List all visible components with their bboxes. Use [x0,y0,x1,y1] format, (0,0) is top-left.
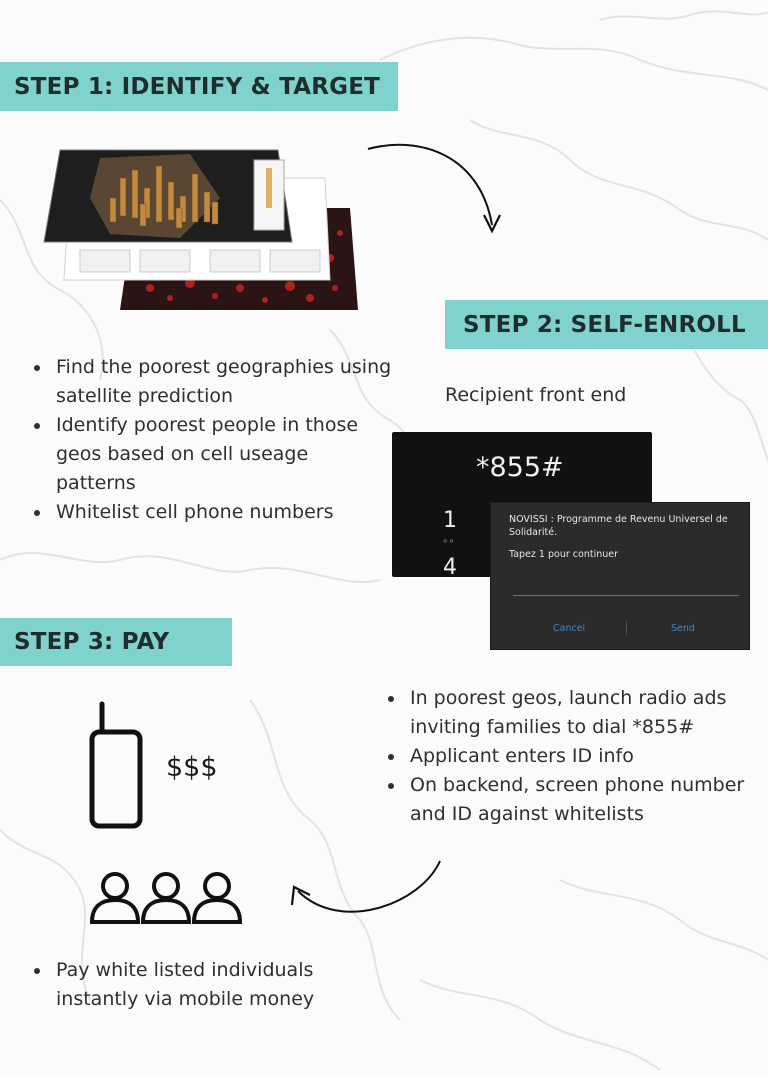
step3-bullet-list [28,956,382,1014]
dial-key-four: 4 [443,555,457,580]
list-item: • In poorest geos, launch radio ads inviting families to dial *855# [406,684,768,742]
step2-bullet-list [382,684,768,829]
step2-title: STEP 2: SELF-ENROLL [463,311,746,338]
voicemail-icon: ∘∘ [442,536,455,547]
ussd-dialog [490,502,750,650]
people-group-icon [88,870,244,926]
list-item: • Find the poorest geographies using satellite prediction [52,353,392,411]
recipient-front-end-label: Recipient front end [445,384,627,406]
mobile-phone-icon [86,702,146,830]
ussd-message: NOVISSI : Programme de Revenu Universel de Solidarité. [509,514,728,538]
step1-bullet-list [28,353,392,527]
list-item: • On backend, screen phone number and ID against whitelists [406,771,768,829]
arrow-to-step2-icon [360,135,510,245]
step1-title: STEP 1: IDENTIFY & TARGET [14,73,381,100]
step1-banner [0,62,398,111]
dial-key-one: 1 [443,508,457,533]
list-item: • Identify poorest people in those geos based on cell useage patterns [52,411,392,498]
dial-code-display: *855# [476,452,564,483]
ussd-send-button: Send [671,623,695,634]
arrow-to-step3-icon [280,855,450,930]
list-item: • Whitelist cell phone numbers [52,498,392,527]
step3-title: STEP 3: PAY [14,629,170,655]
money-symbol-label: $$$ [166,752,218,783]
ussd-prompt: Tapez 1 pour continuer [509,549,618,560]
step3-banner [0,618,232,666]
ussd-input-field [513,595,739,596]
list-item: • Applicant enters ID info [406,742,768,771]
satellite-map-layers-image [40,138,360,316]
step2-banner [445,300,768,349]
list-item: • Pay white listed individuals instantly via mobile money [52,956,382,1014]
ussd-cancel-button: Cancel [553,623,586,634]
ussd-button-divider [626,621,627,635]
